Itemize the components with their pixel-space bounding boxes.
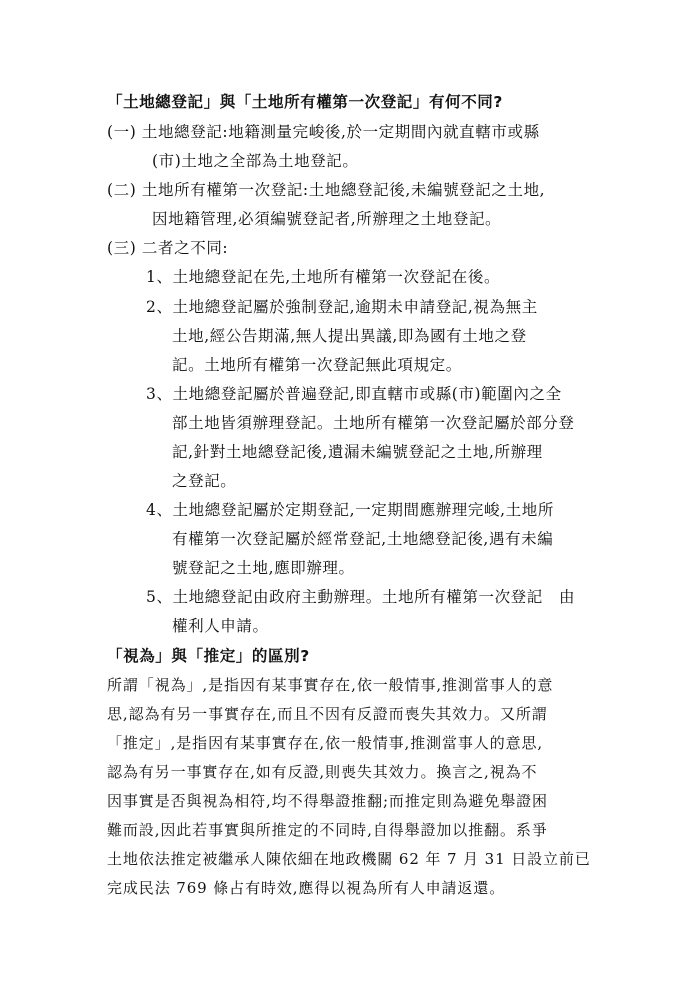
point2-line2: 土地,經公告期滿,無人提出異議,即為國有土地之登 [172, 327, 527, 345]
item2-line1: (二) 土地所有權第一次登記:土地總登記後,未編號登記之土地, [107, 181, 546, 199]
paragraph-line-8: 完成民法 769 條占有時效,應得以視為所有人申請返還。 [107, 879, 506, 897]
point4-line2: 有權第一次登記屬於經常登記,土地總登記後,遇有未編 [172, 530, 554, 548]
paragraph-line-2: 思,認為有另一事實存在,而且不因有反證而喪失其效力。又所謂 [107, 705, 548, 723]
paragraph-line-7: 土地依法推定被繼承人陳依細在地政機關 62 年 7 月 31 日設立前已 [107, 850, 591, 868]
section2-heading: 「視為」與「推定」的區別? [107, 647, 310, 665]
point3-line3: 記,針對土地總登記後,遺漏未編號登記之土地,所辦理 [172, 443, 543, 461]
point3-line1: 3、土地總登記屬於普遍登記,即直轄市或縣(市)範圍內之全 [146, 385, 562, 403]
item2-line2: 因地籍管理,必須編號登記者,所辦理之土地登記。 [152, 210, 502, 228]
point3-line2: 部土地皆須辦理登記。土地所有權第一次登記屬於部分登 [172, 414, 575, 432]
point3-line4: 之登記。 [172, 472, 237, 490]
point4-line3: 號登記之土地,應即辦理。 [172, 559, 355, 577]
section1-heading: 「土地總登記」與「土地所有權第一次登記」有何不同? [107, 93, 503, 111]
paragraph-line-5: 因事實是否與視為相符,均不得舉證推翻;而推定則為避免舉證困 [107, 792, 548, 810]
paragraph-line-4: 認為有另一事實存在,如有反證,則喪失其效力。換言之,視為不 [107, 763, 538, 781]
paragraph-line-6: 難而設,因此若事實與所推定的不同時,自得舉證加以推翻。系爭 [107, 821, 548, 839]
point5-line1: 5、土地總登記由政府主動辦理。土地所有權第一次登記 由 [146, 588, 576, 606]
item1-line1: (一) 土地總登記:地籍測量完峻後,於一定期間內就直轄市或縣 [107, 123, 540, 141]
point4-line1: 4、土地總登記屬於定期登記,一定期間應辦理完峻,土地所 [146, 501, 554, 519]
item1-line2: (市)土地之全部為土地登記。 [152, 152, 359, 170]
point2-line1: 2、土地總登記屬於強制登記,逾期未申請登記,視為無主 [146, 298, 538, 316]
paragraph-line-1: 所謂「視為」,是指因有某事實存在,依一般情事,推測當事人的意 [107, 676, 554, 694]
paragraph-line-3: 「推定」,是指因有某事實存在,依一般情事,推測當事人的意思, [107, 734, 544, 752]
point5-line2: 權利人申請。 [172, 617, 269, 635]
item3-title: (三) 二者之不同: [107, 239, 229, 257]
point2-line3: 記。土地所有權第一次登記無此項規定。 [172, 356, 462, 374]
point1-line1: 1、土地總登記在先,土地所有權第一次登記在後。 [146, 268, 501, 286]
